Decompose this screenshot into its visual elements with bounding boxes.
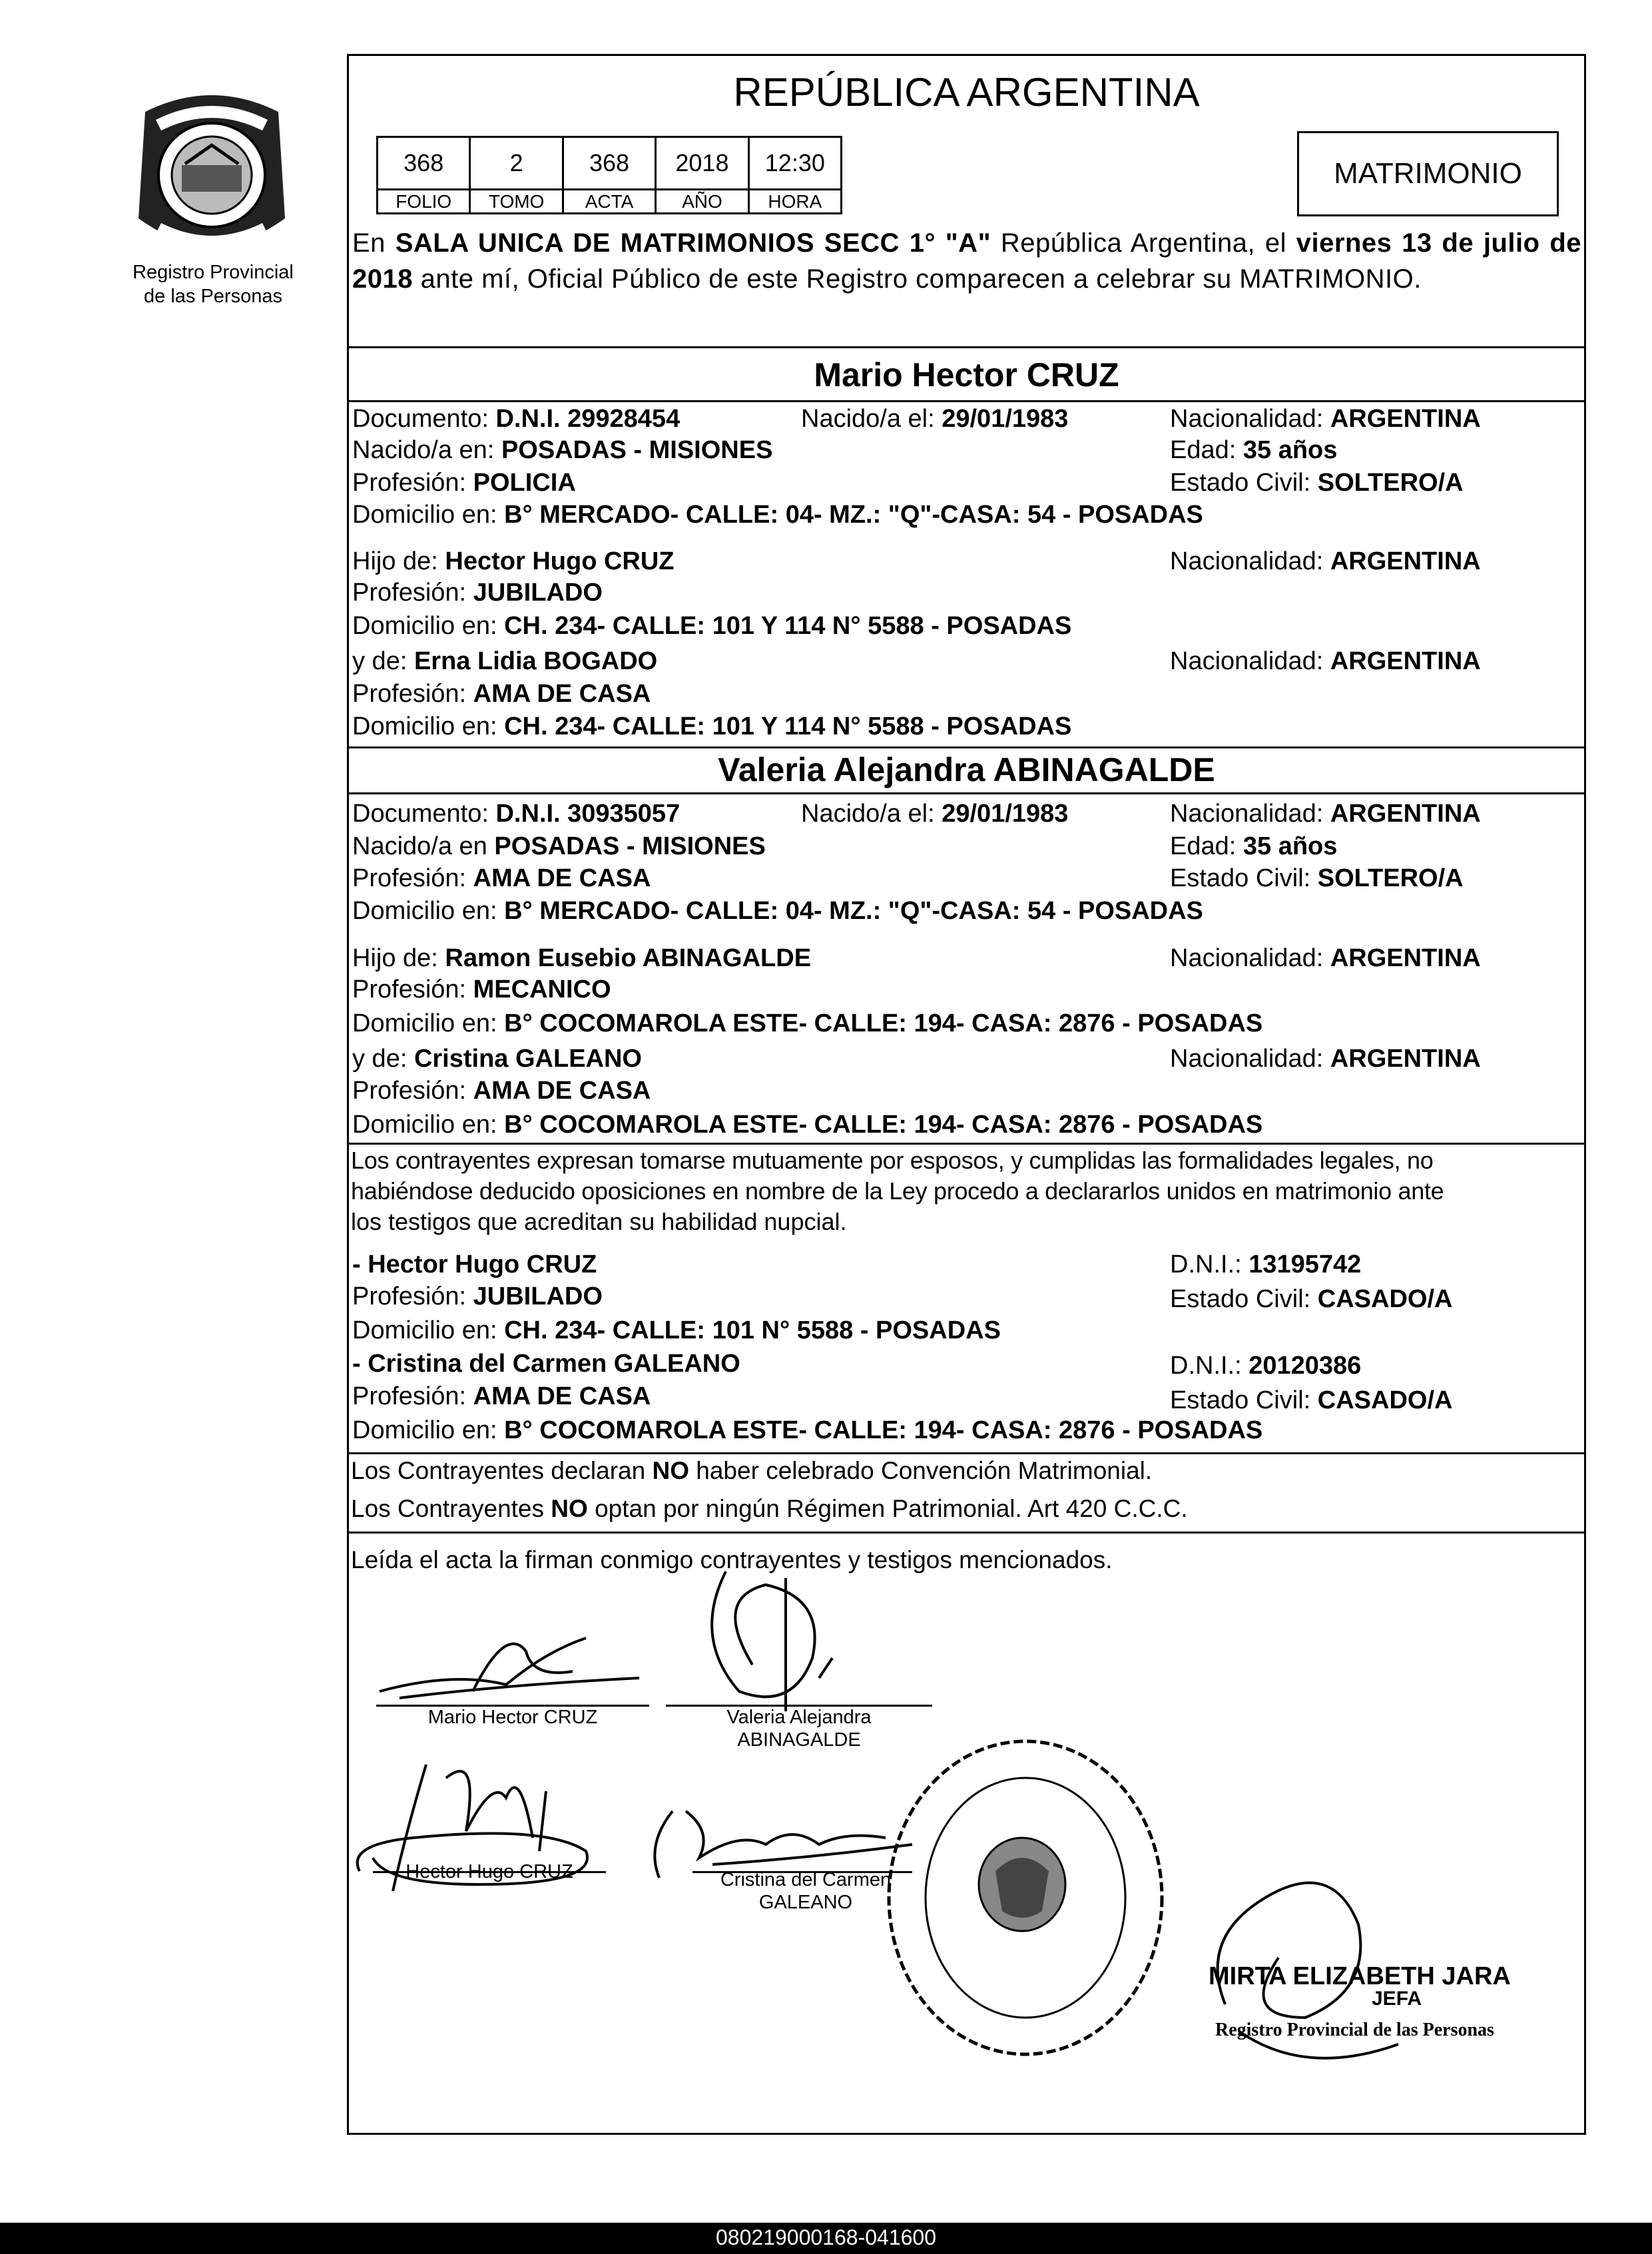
intro-text: República Argentina, el (991, 228, 1296, 258)
spouse2-father-profession: Profesión: MECANICO (352, 976, 611, 1003)
spouse2-nationality: Nacionalidad: ARGENTINA (1170, 800, 1481, 828)
divider (347, 1452, 1586, 1454)
closing-statement: Leída el acta la firman conmigo contrayentes y testigos mencionados. (351, 1546, 1113, 1573)
office-name: SALA UNICA DE MATRIMONIOS SECC 1° "A" (395, 228, 991, 258)
witness2-profession: Profesión: AMA DE CASA (352, 1382, 651, 1410)
witness1-name: - Hector Hugo CRUZ (352, 1251, 597, 1278)
spouse1-father-address: Domicilio en: CH. 234- CALLE: 101 Y 114 N° 5588 - POSADAS (352, 612, 1072, 640)
signature-valeria-icon (686, 1558, 872, 1718)
spouse1-mother-profession: Profesión: AMA DE CASA (352, 680, 651, 708)
convention-statement: Los Contrayentes declaran NO haber celebrado Convención Matrimonial. (351, 1457, 1153, 1484)
ano-label: AÑO (657, 190, 749, 212)
barcode-footer (0, 2223, 1652, 2254)
witness2-civil-status: Estado Civil: CASADO/A (1170, 1386, 1453, 1414)
divider (347, 1532, 1586, 1534)
divider (347, 792, 1586, 794)
spouse1-birthplace: Nacido/a en: POSADAS - MISIONES (352, 436, 773, 464)
spouse2-father: Hijo de: Ramon Eusebio ABINAGALDE (352, 944, 812, 972)
spouse1-civil-status: Estado Civil: SOLTERO/A (1170, 469, 1464, 497)
spouse1-document: Documento: D.N.I. 29928454 (352, 405, 681, 433)
witness1-civil-status: Estado Civil: CASADO/A (1170, 1285, 1453, 1313)
logo-caption-line2: de las Personas (144, 286, 282, 307)
tomo-label: TOMO (471, 190, 563, 212)
officer-name: MIRTA ELIZABETH JARA (1209, 1962, 1511, 1990)
officer-role: JEFA (1372, 1988, 1422, 2010)
spouse1-name: Mario Hector CRUZ (814, 356, 1119, 394)
acta-label: ACTA (564, 190, 657, 212)
spouse2-profession: Profesión: AMA DE CASA (352, 864, 651, 892)
spouse1-father: Hijo de: Hector Hugo CRUZ (352, 547, 675, 575)
witness2-address: Domicilio en: B° COCOMAROLA ESTE- CALLE: 194- CASA: 2876 - POSADAS (352, 1416, 1263, 1444)
witness2-name: - Cristina del Carmen GALEANO (352, 1350, 740, 1378)
spouse1-profession: Profesión: POLICIA (352, 469, 576, 497)
divider (347, 1143, 1586, 1145)
spouse1-mother-address: Domicilio en: CH. 234- CALLE: 101 Y 114 N° 5588 - POSADAS (352, 712, 1072, 740)
spouse1-age: Edad: 35 años (1170, 436, 1338, 464)
declaration-line: Los contrayentes expresan tomarse mutuamente por esposos, y cumplidas las formalidades legales, no (351, 1147, 1434, 1174)
coat-of-arms-icon (119, 85, 305, 265)
officer-office: Registro Provincial de las Personas (1215, 2020, 1494, 2040)
patrimonial-statement: Los Contrayentes NO optan por ningún Régimen Patrimonial. Art 420 C.C.C. (351, 1495, 1188, 1522)
witness1-dni: D.N.I.: 13195742 (1170, 1251, 1362, 1278)
signer-label-witness2: Cristina del Carmen (720, 1869, 892, 1890)
ano-value: 2018 (657, 138, 749, 188)
spouse2-mother-address: Domicilio en: B° COCOMAROLA ESTE- CALLE: 194- CASA: 2876 - POSADAS (352, 1111, 1263, 1139)
registry-stamp-icon (879, 1731, 1172, 2064)
divider (347, 346, 1586, 348)
logo-caption-line1: Registro Provincial (133, 262, 294, 283)
page-title: REPÚBLICA ARGENTINA (733, 70, 1200, 115)
intro-paragraph (352, 225, 1581, 297)
signer-label-valeria: ABINAGALDE (737, 1729, 861, 1751)
witness1-address: Domicilio en: CH. 234- CALLE: 101 N° 5588 - POSADAS (352, 1316, 1001, 1344)
spouse1-father-profession: Profesión: JUBILADO (352, 579, 603, 607)
ceremony-date: viernes 13 de julio de 2018 (352, 228, 1582, 294)
spouse2-name: Valeria Alejandra ABINAGALDE (718, 751, 1215, 788)
spouse2-age: Edad: 35 años (1170, 832, 1338, 860)
signer-label-witness1: Hector Hugo CRUZ (406, 1861, 573, 1882)
spouse2-mother: y de: Cristina GALEANO (352, 1045, 642, 1073)
folio-label: FOLIO (378, 190, 471, 212)
acta-value: 368 (564, 138, 657, 188)
intro-text: ante mí, Oficial Público de este Registro comparecen a celebrar su MATRIMONIO. (412, 264, 1422, 294)
spouse1-mother-nationality: Nacionalidad: ARGENTINA (1170, 647, 1481, 675)
spouse1-father-nationality: Nacionalidad: ARGENTINA (1170, 547, 1481, 575)
spouse1-nationality: Nacionalidad: ARGENTINA (1170, 405, 1481, 433)
spouse1-birthdate: Nacido/a el: 29/01/1983 (801, 405, 1069, 433)
witness1-profession: Profesión: JUBILADO (352, 1282, 603, 1310)
hora-label: HORA (768, 190, 822, 212)
tomo-value: 2 (471, 138, 563, 188)
witness2-dni: D.N.I.: 20120386 (1170, 1352, 1362, 1380)
signature-mario-icon (373, 1611, 653, 1718)
signer-label-valeria: Valeria Alejandra (726, 1707, 872, 1728)
declaration-line: los testigos que acreditan su habilidad nupcial. (351, 1208, 847, 1235)
divider (347, 400, 1586, 402)
spouse2-birthdate: Nacido/a el: 29/01/1983 (801, 800, 1069, 828)
signer-label-witness2: GALEANO (758, 1892, 853, 1913)
signer-label-mario: Mario Hector CRUZ (427, 1707, 598, 1728)
act-type-box: MATRIMONIO (1297, 131, 1559, 216)
record-number-table (376, 136, 842, 214)
spouse2-mother-profession: Profesión: AMA DE CASA (352, 1077, 651, 1105)
spouse2-birthplace: Nacido/a en POSADAS - MISIONES (352, 832, 766, 860)
divider (347, 746, 1586, 748)
hora-value: 12:30 (764, 149, 825, 176)
spouse2-father-nationality: Nacionalidad: ARGENTINA (1170, 944, 1481, 972)
spouse2-mother-nationality: Nacionalidad: ARGENTINA (1170, 1045, 1481, 1073)
declaration-line: habiéndose deducido oposiciones en nombre de la Ley procedo a declararlos unidos en matrimonio ante (351, 1177, 1444, 1205)
spouse2-document: Documento: D.N.I. 30935057 (352, 800, 681, 828)
spouse2-address: Domicilio en: B° MERCADO- CALLE: 04- MZ.: "Q"-CASA: 54 - POSADAS (352, 897, 1203, 925)
intro-text: En (352, 228, 396, 258)
document-code: 080219000168-041600 (716, 2225, 936, 2249)
folio-value: 368 (378, 138, 471, 188)
spouse1-mother: y de: Erna Lidia BOGADO (352, 647, 658, 675)
spouse1-address: Domicilio en: B° MERCADO- CALLE: 04- MZ.: "Q"-CASA: 54 - POSADAS (352, 501, 1203, 529)
spouse2-father-address: Domicilio en: B° COCOMAROLA ESTE- CALLE: 194- CASA: 2876 - POSADAS (352, 1009, 1263, 1037)
spouse2-civil-status: Estado Civil: SOLTERO/A (1170, 864, 1464, 892)
